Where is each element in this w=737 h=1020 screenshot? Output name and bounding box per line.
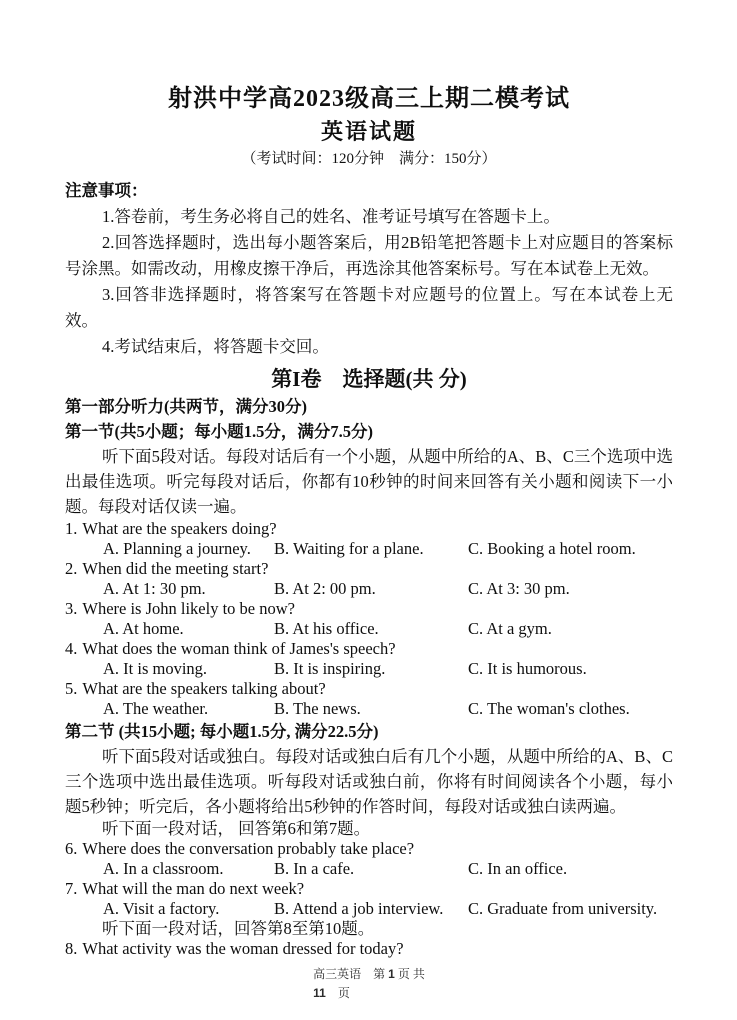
question-number: 4. <box>65 639 78 658</box>
question-text: Where is John likely to be now? <box>82 599 295 618</box>
question-text: What does the woman think of James's speech? <box>82 639 396 658</box>
question-7-text <box>65 879 673 899</box>
option-c: C. The woman's clothes. <box>468 699 630 718</box>
option-b: B. At his office. <box>274 619 379 638</box>
question-number: 8. <box>65 939 78 958</box>
question-2 <box>65 559 673 599</box>
option-a: A. Visit a factory. <box>103 899 220 918</box>
option-b: B. At 2: 00 pm. <box>274 579 376 598</box>
option-a: A. It is moving. <box>103 659 208 678</box>
page-subtitle: 英语试题 <box>320 119 417 144</box>
option-a: A. At 1: 30 pm. <box>103 579 206 598</box>
question-3 <box>65 599 673 639</box>
question-4 <box>65 639 673 679</box>
section-1-heading: 第一节(共5小题；每小题1.5分，满分7.5分) <box>65 422 373 441</box>
option-b: B. In a cafe. <box>274 859 355 878</box>
notice-section <box>65 178 673 360</box>
question-1-text <box>65 519 673 539</box>
question-text: Where does the conversation probably take place? <box>82 839 415 858</box>
question-5 <box>65 679 673 719</box>
option-a: A. The weather. <box>103 699 209 718</box>
option-c: C. At 3: 30 pm. <box>468 579 570 598</box>
section-2-instructions: 听下面5段对话或独白。每段对话或独白后有几个小题，从题中所给的A、B、C三个选项中选出最佳选项。听每段对话或独白前，你将有时间阅读各个小题，每小题5秒钟；听完后，各小题将给出5秒钟的作答时间，每段对话或独白读两遍。 <box>65 747 673 816</box>
exam-meta: （考试时间：120分钟 满分：150分） <box>241 151 497 167</box>
option-a: A. Planning a journey. <box>103 539 251 558</box>
question-number: 2. <box>65 559 78 578</box>
question-number: 7. <box>65 879 78 898</box>
question-number: 1. <box>65 519 78 538</box>
question-number: 5. <box>65 679 78 698</box>
part-1-heading: 第一部分听力(共两节，满分30分) <box>65 397 307 416</box>
question-7-options <box>65 899 673 919</box>
option-c: C. At a gym. <box>468 619 552 638</box>
footer-page-suffix: 页 共 <box>394 967 425 981</box>
question-1 <box>65 519 673 559</box>
question-5-options <box>65 699 673 719</box>
option-c: C. In an office. <box>468 859 568 878</box>
volume-1-heading: 第I卷 选择题(共 分) <box>271 367 467 391</box>
notice-item-1: 1.答卷前，考生务必将自己的姓名、准考证号填写在答题卡上。 <box>102 207 560 226</box>
option-a: A. In a classroom. <box>103 859 224 878</box>
question-8-text <box>65 939 673 959</box>
question-5-text <box>65 679 673 699</box>
notice-item-3: 3.回答非选择题时，将答案写在答题卡对应题号的位置上。写在本试卷上无效。 <box>65 285 673 330</box>
page-title: 射洪中学高2023级高三上期二模考试 <box>168 86 570 112</box>
option-b: B. Waiting for a plane. <box>274 539 424 558</box>
section-1-instructions: 听下面5段对话。每段对话后有一个小题，从题中所给的A、B、C三个选项中选出最佳选项。听完每段对话后，你都有10秒钟的时间来回答有关小题和阅读下一小题。每段对话仅读一遍。 <box>65 447 673 516</box>
option-b: B. The news. <box>274 699 361 718</box>
listening-cue-q8-q10: 听下面一段对话，回答第8至第10题。 <box>102 919 375 938</box>
footer-total-pages: 11 <box>313 986 326 1000</box>
question-3-options <box>65 619 673 639</box>
page-footer-text <box>313 965 425 1003</box>
question-text: What are the speakers talking about? <box>82 679 326 698</box>
footer-page-number: 1 <box>388 967 395 981</box>
question-6-text <box>65 839 673 859</box>
question-4-text <box>65 639 673 659</box>
option-a: A. At home. <box>103 619 184 638</box>
option-c: C. Booking a hotel room. <box>468 539 636 558</box>
listening-cue-q6-q7: 听下面一段对话， 回答第6和第7题。 <box>102 819 371 838</box>
footer-line-2 <box>313 984 425 1003</box>
question-text: What are the speakers doing? <box>82 519 277 538</box>
question-2-text <box>65 559 673 579</box>
question-1-options <box>65 539 673 559</box>
question-number: 3. <box>65 599 78 618</box>
option-b: B. Attend a job interview. <box>274 899 444 918</box>
question-7 <box>65 879 673 919</box>
section-2-heading: 第二节 (共15小题; 每小题1.5分, 满分22.5分) <box>65 722 379 741</box>
question-3-text <box>65 599 673 619</box>
question-text: What will the man do next week? <box>82 879 305 898</box>
option-c: C. Graduate from university. <box>468 899 658 918</box>
page-footer <box>65 965 673 1003</box>
question-6 <box>65 839 673 879</box>
option-c: C. It is humorous. <box>468 659 587 678</box>
footer-total-suffix: 页 <box>325 986 350 1000</box>
question-text: When did the meeting start? <box>82 559 269 578</box>
question-6-options <box>65 859 673 879</box>
question-text: What activity was the woman dressed for today? <box>82 939 404 958</box>
footer-course-label: 高三英语 第 <box>313 967 389 981</box>
question-4-options <box>65 659 673 679</box>
question-number: 6. <box>65 839 78 858</box>
notice-heading: 注意事项： <box>65 181 148 200</box>
notice-item-4: 4.考试结束后，将答题卡交回。 <box>102 337 329 356</box>
question-8 <box>65 939 673 959</box>
notice-item-2: 2.回答选择题时，选出每小题答案后，用2B铅笔把答题卡上对应题目的答案标号涂黑。如需改动，用橡皮擦干净后，再选涂其他答案标号。写在本试卷上无效。 <box>65 233 673 278</box>
footer-line-1 <box>313 965 425 984</box>
question-2-options <box>65 579 673 599</box>
option-b: B. It is inspiring. <box>274 659 386 678</box>
